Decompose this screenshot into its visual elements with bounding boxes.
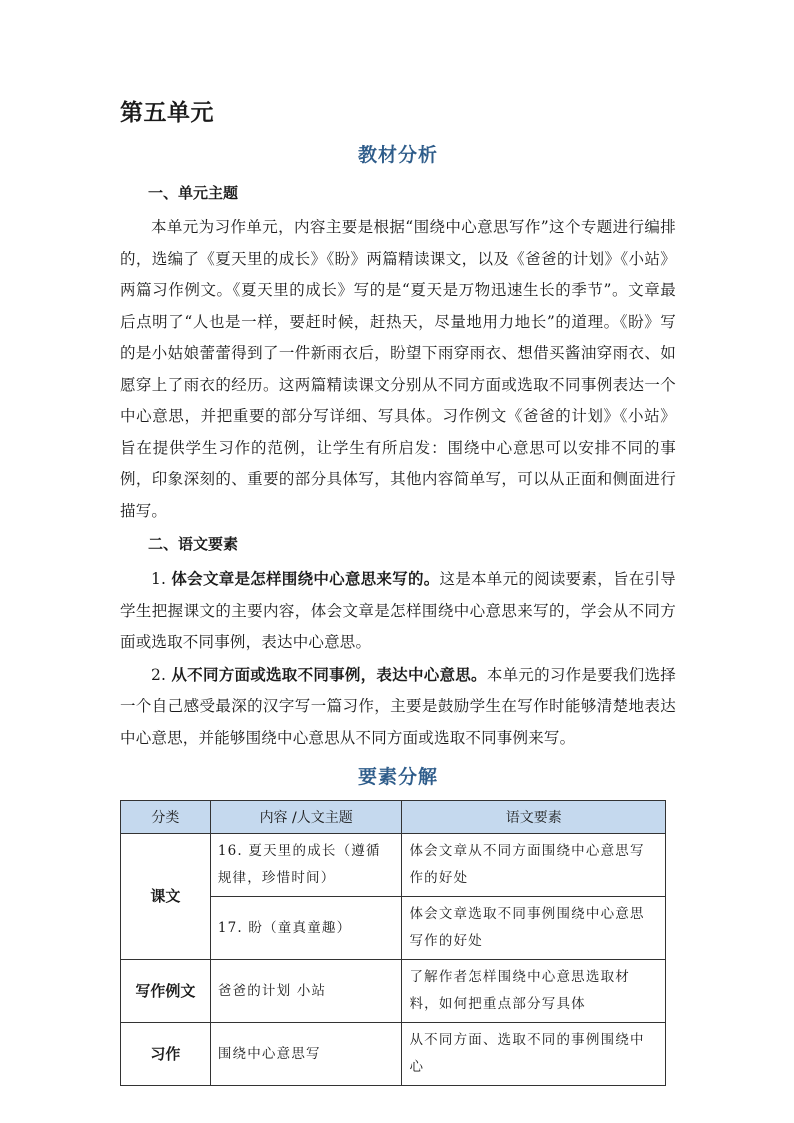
table-header-row xyxy=(121,801,666,834)
row1-element: 体会文章从不同方面围绕中心意思写作的好处 xyxy=(402,834,666,897)
row4-content: 围绕中心意思写 xyxy=(210,1023,402,1086)
element-item-1-bold: 体会文章是怎样围绕中心意思来写的。 xyxy=(171,569,440,588)
header-content: 内容 /人文主题 xyxy=(210,801,402,834)
element-item-1 xyxy=(120,563,676,659)
table-row xyxy=(121,1023,666,1086)
breakdown-heading: 要素分解 xyxy=(357,766,438,788)
element-item-2-bold: 从不同方面或选取不同事例，表达中心意思。 xyxy=(171,664,487,684)
row2-element: 体会文章选取不同事例围绕中心意思写作的好处 xyxy=(402,897,666,960)
row1-content: 16. 夏天里的成长（遵循规律，珍惜时间） xyxy=(210,834,402,897)
section1-heading: 一、单元主题 xyxy=(148,184,239,202)
unit-title: 第五单元 xyxy=(120,99,214,126)
table-row xyxy=(121,960,666,1023)
section2-heading: 二、语文要素 xyxy=(148,535,239,553)
row3-content: 爸爸的计划 小站 xyxy=(210,960,402,1023)
analysis-heading: 教材分析 xyxy=(357,144,438,166)
table-row xyxy=(121,834,666,897)
category-xizuo: 习作 xyxy=(121,1023,211,1086)
row3-element: 了解作者怎样围绕中心意思选取材料，如何把重点部分写具体 xyxy=(402,960,666,1023)
category-liwen: 写作例文 xyxy=(121,960,211,1023)
element-item-2-text: 本单元的习作是要我们选择一个自己感受最深的汉字写一篇习作，主要是鼓励学生在写作时能够清楚地表达中心意思，并能够围绕中心意思从不同方面或选取不同事例来写。 xyxy=(120,665,676,747)
breakdown-table xyxy=(120,800,666,1086)
category-kewen: 课文 xyxy=(121,834,211,960)
element-item-2-number: 2. xyxy=(151,665,167,684)
header-category: 分类 xyxy=(121,801,211,834)
section1-paragraph: 本单元为习作单元，内容主要是根据“围绕中心意思写作”这个专题进行编排的，选编了《夏天里的成长》《盼》两篇精读课文，以及《爸爸的计划》《小站》两篇习作例文。《夏天里的成长》写的是“夏天是万物迅速生长的季节”。文章最后点明了“人也是一样，要赶时候，赶热天，尽量地用力地长”的道理。《盼》写的是小姑娘蕾蕾得到了一件新雨衣后，盼望下雨穿雨衣、想借买酱油穿雨衣、如愿穿上了雨衣的经历。这两篇精读课文分别从不同方面或选取不同事例表达一个中心意思，并把重要的部分写详细、写具体。习作例文《爸爸的计划》《小站》旨在提供学生习作的范例，让学生有所启发：围绕中心意思可以安排不同的事例，印象深刻的、重要的部分具体写，其他内容简单写，可以从正面和侧面进行描写。 xyxy=(120,218,676,520)
row2-content: 17. 盼（童真童趣） xyxy=(210,897,402,960)
element-item-2 xyxy=(120,659,676,755)
header-element: 语文要素 xyxy=(402,801,666,834)
document-page xyxy=(120,98,676,1086)
element-item-1-text: 这是本单元的阅读要素，旨在引导学生把握课文的主要内容，体会文章是怎样围绕中心意思来写的，学会从不同方面或选取不同事例，表达中心意思。 xyxy=(120,570,676,651)
row4-element: 从不同方面、选取不同的事例围绕中心 xyxy=(402,1023,666,1086)
element-item-1-number: 1. xyxy=(151,570,167,588)
